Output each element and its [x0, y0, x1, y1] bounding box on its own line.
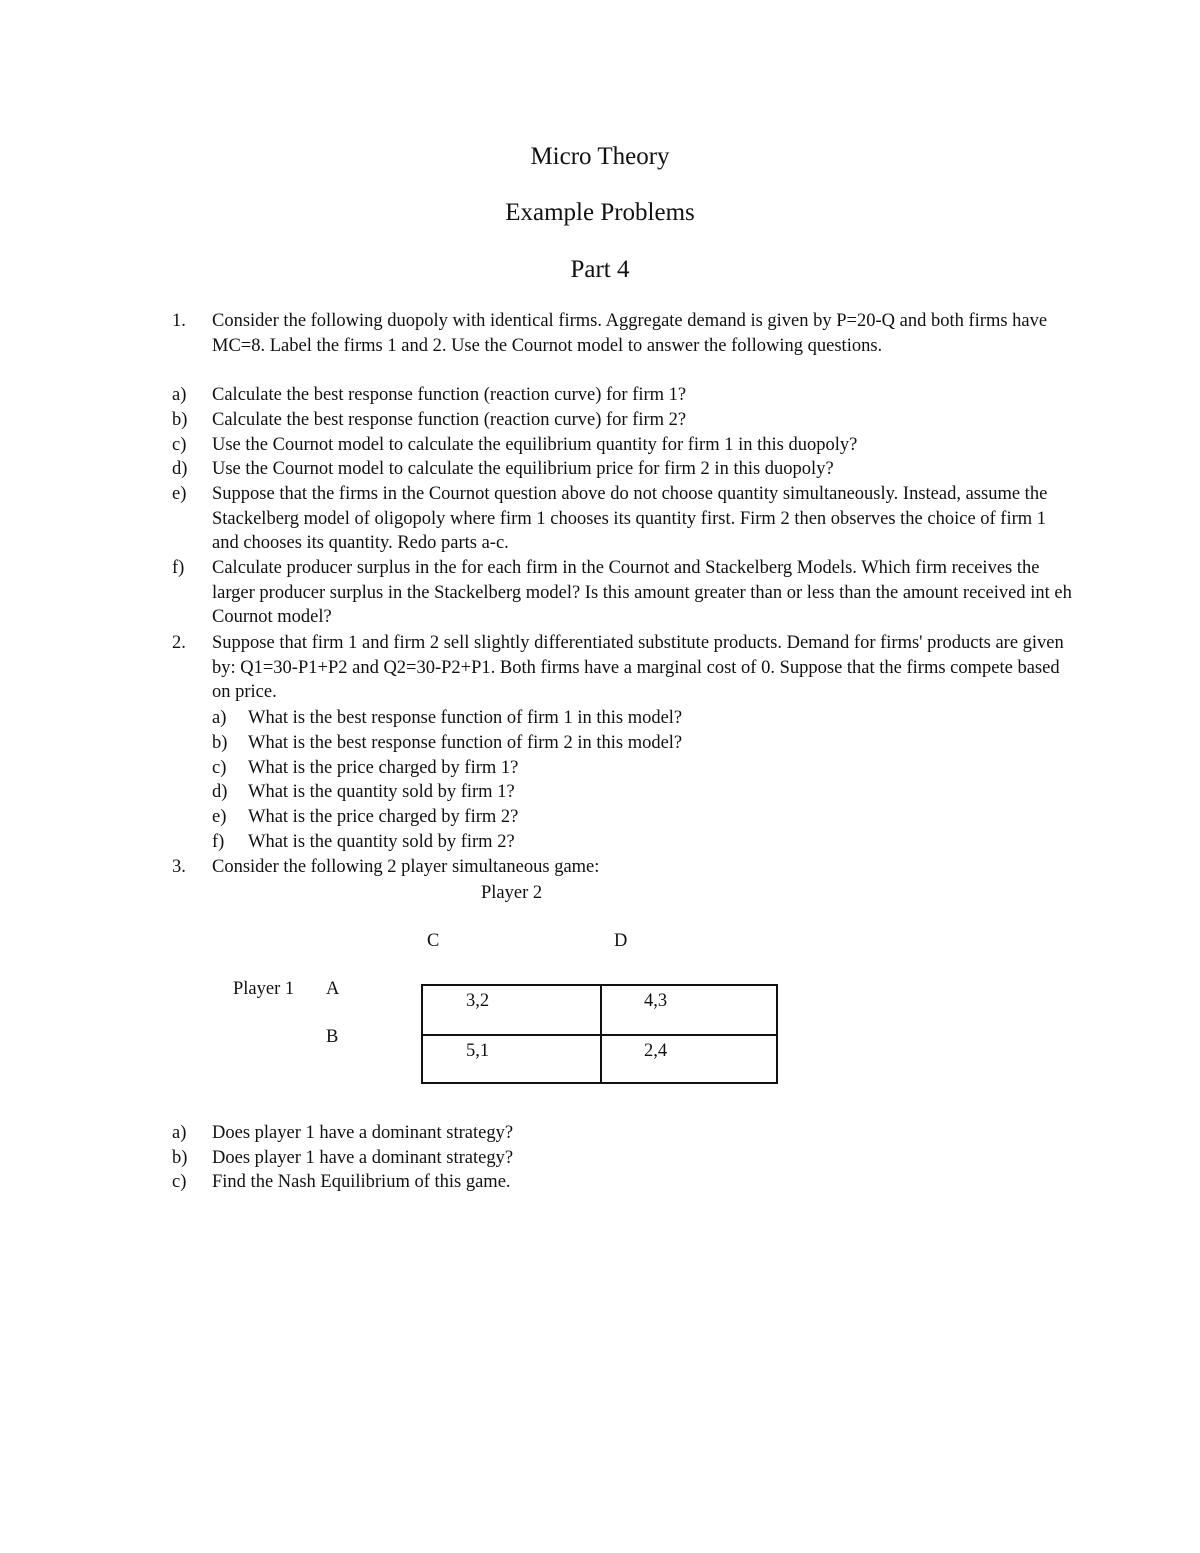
question-text: Consider the following 2 player simultaneous game: — [212, 857, 600, 877]
item-marker: f) — [172, 558, 185, 578]
item-marker: a) — [172, 1123, 187, 1143]
col-strategy-d: D — [614, 931, 628, 951]
item-text: Suppose that the firms in the Cournot question above do not choose quantity simultaneously. Instead, assume the Stackelberg model of oligopoly where firm 1 chooses its quantity first. Firm 2 then observes the choice of firm 1 and chooses its quantity. Redo parts a-c. — [212, 484, 1048, 554]
item-text: Calculate the best response function (reaction curve) for firm 1? — [212, 385, 687, 405]
list-item — [172, 433, 1072, 458]
item-marker: c) — [212, 758, 227, 778]
item-marker: d) — [212, 782, 228, 802]
payoff-matrix — [421, 984, 778, 1084]
list-item — [212, 756, 1072, 781]
question-marker: 3. — [172, 857, 186, 877]
item-text: What is the quantity sold by firm 1? — [248, 782, 515, 802]
list-item — [212, 780, 1072, 805]
item-text: What is the price charged by firm 1? — [248, 758, 519, 778]
list-item — [212, 731, 1072, 756]
payoff-cell: 4,3 — [644, 991, 668, 1011]
item-text: Use the Cournot model to calculate the equilibrium price for firm 2 in this duopoly? — [212, 459, 834, 479]
item-text: What is the quantity sold by firm 2? — [248, 832, 515, 852]
item-text: Use the Cournot model to calculate the equilibrium quantity for firm 1 in this duopoly? — [212, 435, 858, 455]
list-item — [172, 408, 1072, 433]
item-marker: b) — [172, 1148, 188, 1168]
item-marker: b) — [172, 410, 188, 430]
payoff-cell: 5,1 — [466, 1041, 490, 1061]
item-text: Find the Nash Equilibrium of this game. — [212, 1172, 511, 1192]
question-3 — [172, 855, 1072, 880]
divider — [423, 1034, 776, 1036]
row-strategy-a: A — [326, 979, 340, 999]
question-marker: 1. — [172, 311, 186, 331]
item-marker: b) — [212, 733, 228, 753]
question-1 — [172, 309, 1072, 358]
list-item — [172, 482, 1072, 556]
list-item — [172, 383, 1072, 408]
question-text: Suppose that firm 1 and firm 2 sell slightly differentiated substitute products. Demand for firms' products are given by: Q1=30-P1+P2 and Q2=30-P2+P1. Both firms have a marginal cost of 0. Suppose that the firms compete based on price. — [212, 633, 1064, 703]
question-text: Consider the following duopoly with identical firms. Aggregate demand is given by P=20-Q and both firms have MC=8. Label the firms 1 and 2. Use the Cournot model to answer the following questions. — [212, 311, 1048, 356]
list-item — [212, 805, 1072, 830]
item-text: What is the best response function of firm 2 in this model? — [248, 733, 683, 753]
payoff-cell: 2,4 — [644, 1041, 668, 1061]
item-marker: e) — [212, 807, 227, 827]
item-marker: a) — [212, 708, 227, 728]
list-item — [172, 457, 1072, 482]
item-marker: c) — [172, 1172, 187, 1192]
page-subtitle: Example Problems — [505, 199, 695, 226]
list-item — [172, 1170, 1072, 1195]
row-player-label: Player 1 — [233, 979, 295, 999]
item-marker: e) — [172, 484, 187, 504]
item-text: Calculate producer surplus in the for each firm in the Cournot and Stackelberg Models. Which firm receives the larger producer surplus in the Stackelberg model? Is this amount greater than or less than the amount received int eh Cournot model? — [212, 558, 1072, 628]
question-2 — [172, 631, 1072, 705]
list-item — [172, 556, 1072, 630]
list-item — [212, 830, 1072, 855]
page-title: Micro Theory — [530, 143, 670, 170]
item-text: Does player 1 have a dominant strategy? — [212, 1123, 514, 1143]
item-marker: d) — [172, 459, 188, 479]
list-item — [212, 706, 1072, 731]
list-item — [172, 1146, 1072, 1171]
item-marker: f) — [212, 832, 225, 852]
item-text: What is the price charged by firm 2? — [248, 807, 519, 827]
col-strategy-c: C — [427, 931, 440, 951]
item-marker: a) — [172, 385, 187, 405]
col-player-label: Player 2 — [481, 883, 543, 903]
page-part: Part 4 — [570, 256, 630, 283]
item-text: Does player 1 have a dominant strategy? — [212, 1148, 514, 1168]
question-marker: 2. — [172, 633, 186, 653]
payoff-cell: 3,2 — [466, 991, 490, 1011]
item-marker: c) — [172, 435, 187, 455]
item-text: Calculate the best response function (reaction curve) for firm 2? — [212, 410, 687, 430]
item-text: What is the best response function of firm 1 in this model? — [248, 708, 683, 728]
list-item — [172, 1121, 1072, 1146]
row-strategy-b: B — [326, 1027, 339, 1047]
